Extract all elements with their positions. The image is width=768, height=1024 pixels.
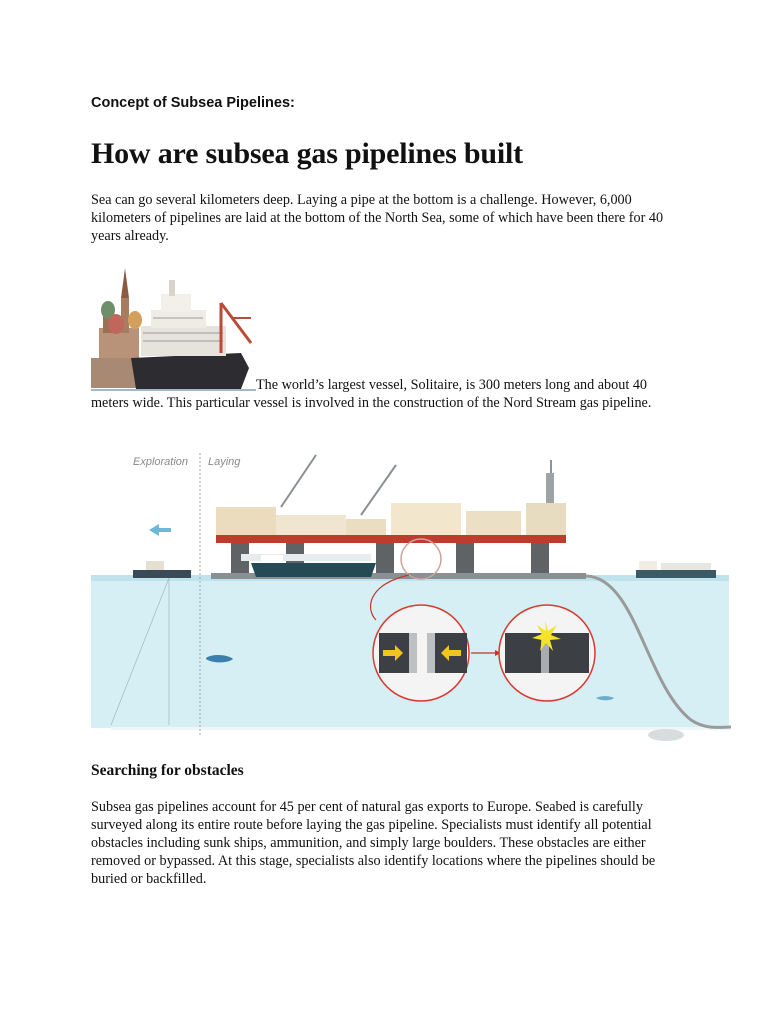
pipeline-laying-diagram [91, 445, 731, 745]
concept-heading: Concept of Subsea Pipelines: [91, 95, 295, 111]
direction-arrow-icon [149, 524, 171, 536]
page-title: How are subsea gas pipelines built [91, 137, 523, 170]
solitaire-vessel-photo [91, 258, 256, 391]
pipe-joint-detail-before [373, 605, 469, 701]
vessel-caption-text: The world’s largest vessel, Solitaire, is 300 meters long and about 40 meters wide. This particular vessel is involved in the construction of the Nord Stream gas pipeline. [91, 377, 652, 411]
label-laying: Laying [208, 456, 241, 468]
section-paragraph: Subsea gas pipelines account for 45 per cent of natural gas exports to Europe. Seabed is carefully surveyed along its entire route before laying the gas pipeline. Specialists must identify all potential obstacles including sunk ships, ammunition, and simply large boulders. These obstacles are either removed or bypassed. At this stage, specialists also identify locations where the pipelines should be buried or backfilled. [91, 799, 656, 887]
section-heading: Searching for obstacles [91, 762, 244, 779]
intro-paragraph: Sea can go several kilometers deep. Laying a pipe at the bottom is a challenge. However, 6,000 kilometers of pipelines are laid at the bottom of the North Sea, some of which have been there for 40 years already. [91, 192, 664, 244]
seabed-rocks [648, 729, 684, 741]
vessel-caption [91, 376, 681, 412]
pipe-joint-detail-welded [499, 605, 595, 701]
right-supply-boat [636, 561, 716, 578]
label-exploration: Exploration [133, 456, 189, 468]
